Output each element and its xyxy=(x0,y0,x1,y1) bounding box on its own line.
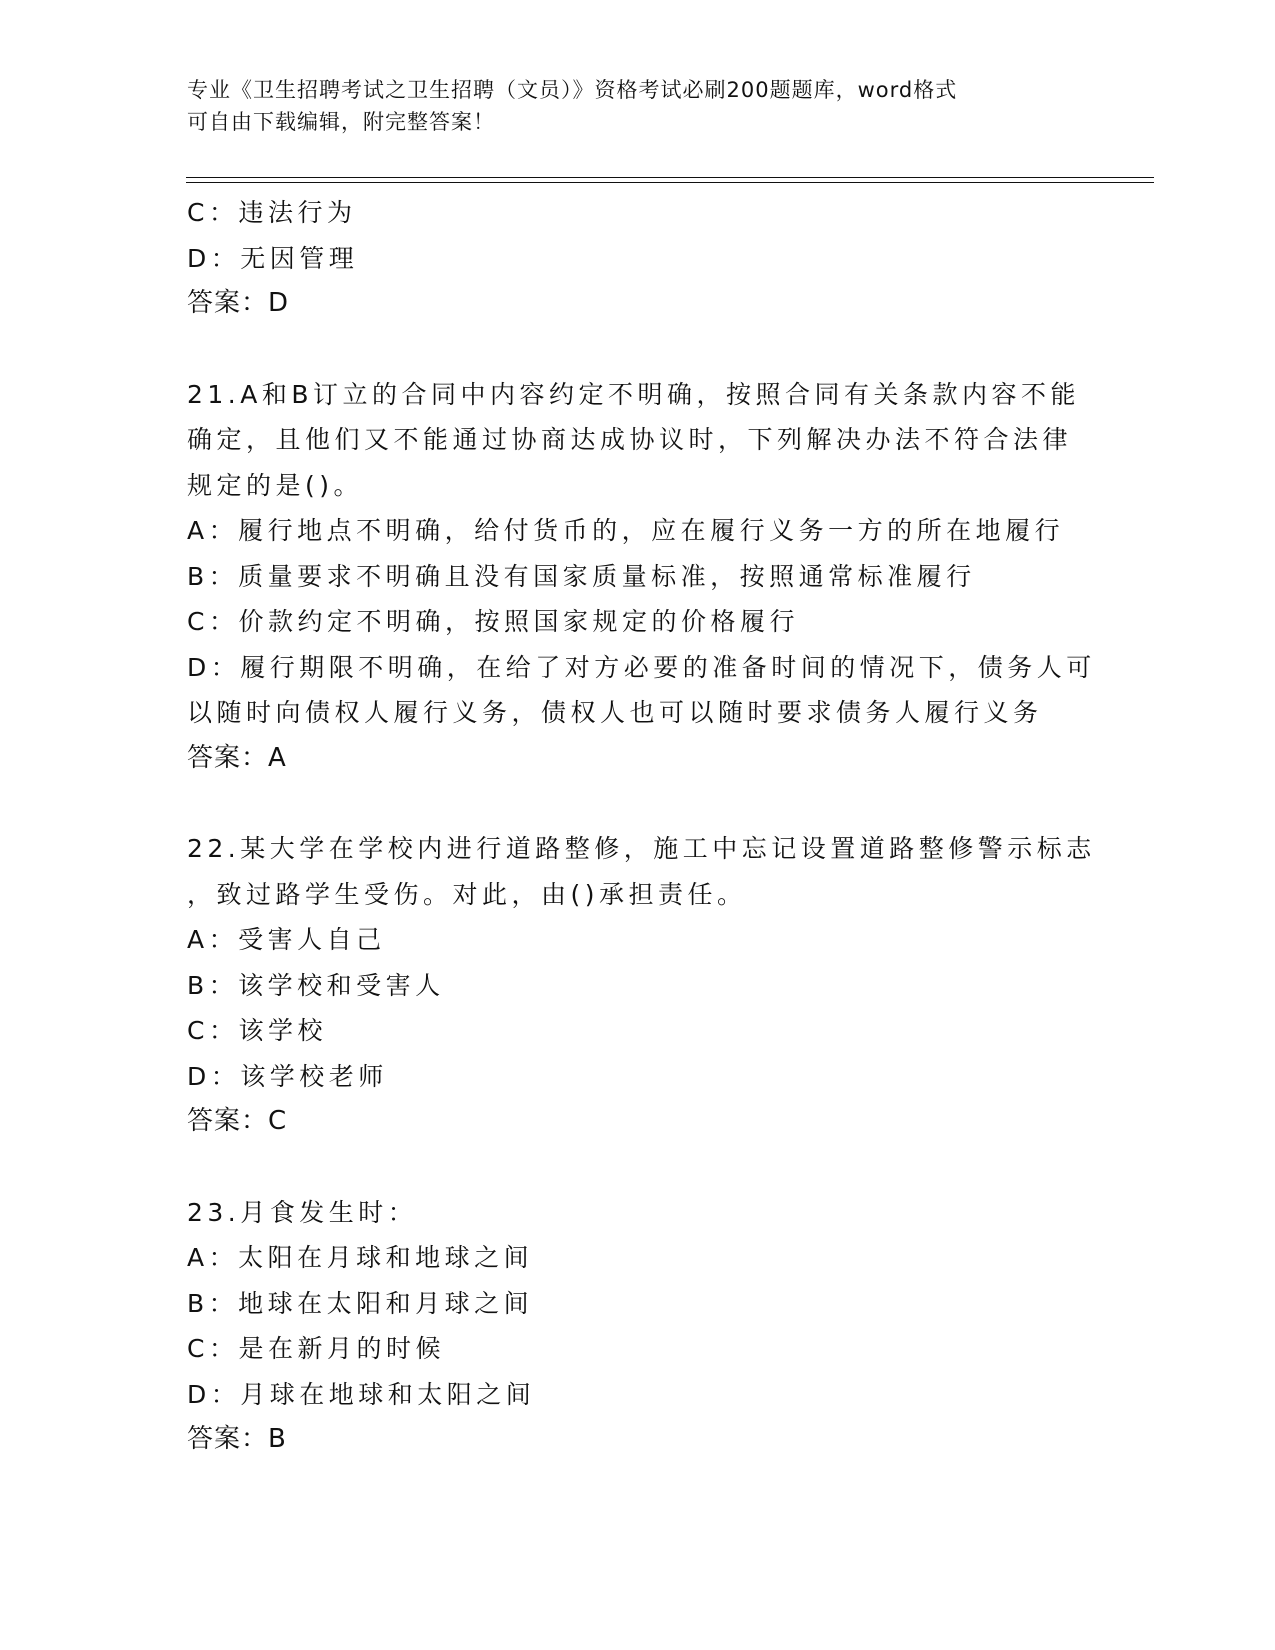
option-a: A：受害人自己 xyxy=(187,925,386,954)
option-c: C：价款约定不明确，按照国家规定的价格履行 xyxy=(187,607,799,636)
page-header xyxy=(187,74,1067,138)
option-d: D：月球在地球和太阳之间 xyxy=(187,1379,536,1409)
option-d: D：该学校老师 xyxy=(187,1061,388,1091)
question-21 xyxy=(187,372,1096,782)
question-stem-line: 规定的是()。 xyxy=(187,470,364,500)
option-a: A：履行地点不明确，给付货币的，应在履行义务一方的所在地履行 xyxy=(187,516,1065,545)
question-stem-line: ，致过路学生受伤。对此，由()承担责任。 xyxy=(187,879,747,909)
option-a: A：太阳在月球和地球之间 xyxy=(187,1243,534,1272)
question-22 xyxy=(187,826,1096,1145)
answer-line: 答案：B xyxy=(187,1424,287,1454)
spacer xyxy=(187,781,1087,826)
header-title-line-1: 专业《卫生招聘考试之卫生招聘（文员）》资格考试必刷200题题库，word格式 xyxy=(187,78,958,102)
question-stem-line: 21.A和B订立的合同中内容约定不明确，按照合同有关条款内容不能 xyxy=(187,379,1081,409)
option-b: B：质量要求不明确且没有国家质量标准，按照通常标准履行 xyxy=(187,561,976,591)
option-b: B：地球在太阳和月球之间 xyxy=(187,1288,534,1318)
question-content xyxy=(187,190,1096,1463)
question-stem-line: 确定，且他们又不能通过协商达成协议时，下列解决办法不符合法律 xyxy=(187,425,1073,454)
option-d: D：履行期限不明确，在给了对方必要的准备时间的情况下，债务人可 xyxy=(187,652,1096,682)
option-d-continued: 以随时向债权人履行义务，债权人也可以随时要求债务人履行义务 xyxy=(187,698,1043,727)
question-stem-line: 23.月食发生时： xyxy=(187,1197,418,1227)
header-divider-top xyxy=(186,177,1154,178)
option-c: C：该学校 xyxy=(187,1016,327,1045)
answer-line: 答案：D xyxy=(187,288,290,318)
option-c: C：违法行为 xyxy=(187,198,357,227)
header-title-line-2: 可自由下载编辑，附完整答案！ xyxy=(187,110,495,134)
header-divider-bottom xyxy=(186,182,1154,183)
option-b: B：该学校和受害人 xyxy=(187,970,445,1000)
question-23 xyxy=(187,1190,1087,1463)
option-d: D：无因管理 xyxy=(187,243,359,273)
spacer xyxy=(187,327,1087,372)
answer-line: 答案：C xyxy=(187,1106,288,1136)
question-stem-line: 22.某大学在学校内进行道路整修，施工中忘记设置道路整修警示标志 xyxy=(187,834,1096,863)
answer-line: 答案：A xyxy=(187,742,287,773)
spacer xyxy=(187,1145,1087,1190)
option-c: C：是在新月的时候 xyxy=(187,1334,445,1363)
